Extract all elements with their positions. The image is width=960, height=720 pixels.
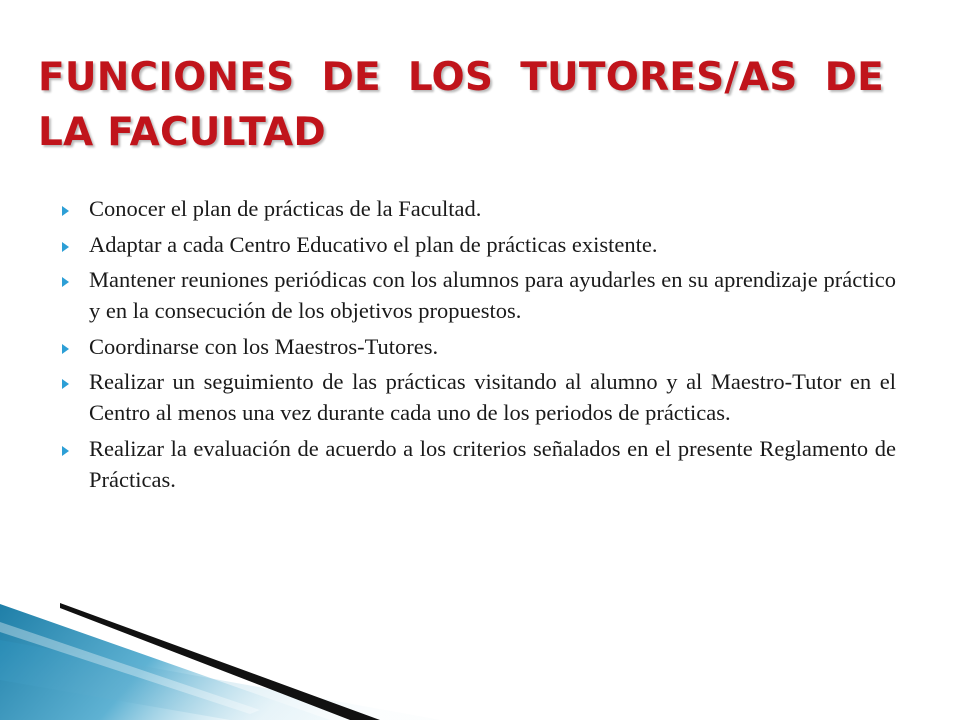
bullet-text: Realizar un seguimiento de las prácticas visitando al alumno y al Maestro-Tutor en el Centro al menos una vez durante cada uno de los periodos de prácticas. [89, 369, 896, 426]
list-item [62, 366, 896, 428]
decor-blue-sweep [0, 640, 440, 720]
decor-black-stripe [60, 603, 380, 720]
bullet-text: Adaptar a cada Centro Educativo el plan de prácticas existente. [89, 231, 658, 257]
decor-light-streak [0, 622, 260, 714]
bullet-text: Mantener reuniones periódicas con los alumnos para ayudarles en su aprendizaje práctico y en la consecución de los objetivos propuestos. [89, 267, 896, 324]
bullet-text: Realizar la evaluación de acuerdo a los criterios señalados en el presente Reglamento de Prácticas. [89, 435, 896, 492]
list-item [62, 264, 896, 326]
list-item [62, 229, 896, 260]
list-item [62, 331, 896, 362]
list-item [62, 433, 896, 495]
arrow-right-icon [62, 446, 69, 456]
arrow-right-icon [62, 242, 69, 252]
arrow-right-icon [62, 344, 69, 354]
arrow-right-icon [62, 379, 69, 389]
corner-decoration [0, 580, 960, 720]
bullet-text: Conocer el plan de prácticas de la Facultad. [89, 196, 482, 221]
bullet-text: Coordinarse con los Maestros-Tutores. [89, 333, 439, 359]
bullet-list [62, 193, 896, 495]
decor-blue-band [0, 604, 330, 720]
arrow-right-icon [62, 206, 69, 216]
list-item [62, 193, 896, 224]
arrow-right-icon [62, 277, 69, 287]
slide-title: FUNCIONES DE LOS TUTORES/AS DE LA FACULTAD [38, 55, 884, 155]
